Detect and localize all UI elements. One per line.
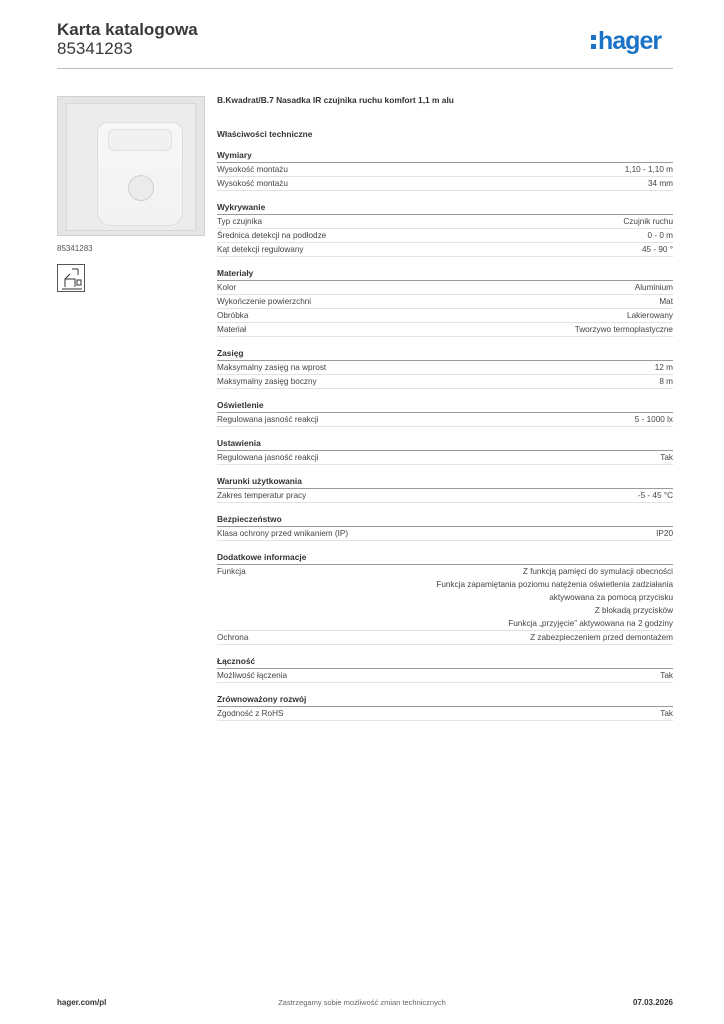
spec-row — [217, 631, 673, 645]
product-name: B.Kwadrat/B.7 Nasadka IR czujnika ruchu komfort 1,1 m alu — [217, 95, 454, 105]
spec-section — [217, 656, 673, 683]
spec-value: Z zabezpieczeniem przed demontażem — [530, 633, 673, 642]
sensor-button — [128, 175, 154, 201]
spec-label: Ochrona — [217, 633, 249, 642]
sensor-lens — [108, 129, 172, 151]
spec-value: 12 m — [654, 363, 673, 372]
spec-label: Zakres temperatur pracy — [217, 491, 307, 500]
spec-value: 8 m — [659, 377, 673, 386]
spec-row — [217, 451, 673, 465]
section-title: Łączność — [217, 656, 673, 669]
product-image — [57, 96, 205, 236]
spec-value-line: Funkcja zapamiętania poziomu natężenia oświetlenia zadziałania — [436, 580, 673, 589]
spec-row — [217, 527, 673, 541]
spec-label: Maksymalny zasięg boczny — [217, 377, 317, 386]
image-caption-code: 85341283 — [57, 244, 93, 253]
spec-section — [217, 438, 673, 465]
section-title: Wykrywanie — [217, 202, 673, 215]
spec-value-line: Z blokadą przycisków — [594, 606, 673, 615]
spec-value: 34 mm — [647, 179, 673, 188]
spec-value: Tak — [660, 709, 673, 718]
spec-value: Tak — [660, 671, 673, 680]
spec-value-line: Funkcja „przyjęcie” aktywowana na 2 godziny — [508, 619, 673, 628]
spec-label: Wykończenie powierzchni — [217, 297, 312, 306]
spec-panel — [217, 95, 673, 721]
product-frame — [66, 103, 196, 231]
mounting-symbol-icon — [57, 264, 85, 292]
section-title: Ustawienia — [217, 438, 673, 451]
header-divider — [57, 68, 673, 69]
section-title: Zrównoważony rozwój — [217, 694, 673, 707]
spec-value: Lakierowany — [627, 311, 673, 320]
spec-value: -5 - 45 °C — [637, 491, 673, 500]
spec-label: Regulowana jasność reakcji — [217, 453, 319, 462]
spec-label: Możliwość łączenia — [217, 671, 288, 680]
spec-value-line: Z funkcją pamięci do symulacji obecności — [522, 567, 673, 576]
sensor-body — [97, 122, 183, 226]
spec-row — [217, 309, 673, 323]
spec-value-line: aktywowana za pomocą przycisku — [549, 593, 673, 602]
spec-value: Tworzywo termoplastyczne — [574, 325, 673, 334]
section-title: Materiały — [217, 268, 673, 281]
spec-label: Obróbka — [217, 311, 249, 320]
spec-row — [217, 163, 673, 177]
footer-disclaimer: Zastrzegamy sobie możliwość zmian technicznych — [278, 998, 446, 1007]
spec-label: Kolor — [217, 283, 237, 292]
spec-value: 45 - 90 ° — [641, 245, 673, 254]
section-title: Oświetlenie — [217, 400, 673, 413]
spec-label: Funkcja — [217, 567, 246, 576]
spec-row — [217, 375, 673, 389]
spec-row — [217, 707, 673, 721]
catalog-number: 85341283 — [57, 39, 133, 58]
spec-label: Materiał — [217, 325, 247, 334]
spec-row — [217, 177, 673, 191]
spec-label: Wysokość montażu — [217, 165, 288, 174]
spec-row — [217, 295, 673, 309]
section-title: Zasięg — [217, 348, 673, 361]
spec-row — [217, 361, 673, 375]
section-title: Bezpieczeństwo — [217, 514, 673, 527]
spec-row — [217, 413, 673, 427]
spec-label: Klasa ochrony przed wnikaniem (IP) — [217, 529, 349, 538]
spec-label: Typ czujnika — [217, 217, 263, 226]
spec-value: Aluminium — [634, 283, 673, 292]
logo-text: hager — [598, 27, 662, 55]
spec-row — [217, 489, 673, 503]
spec-label: Wysokość montażu — [217, 179, 288, 188]
spec-section — [217, 476, 673, 503]
spec-section — [217, 552, 673, 645]
spec-value: IP20 — [656, 529, 673, 538]
spec-section — [217, 268, 673, 337]
spec-value: 5 - 1000 lx — [634, 415, 673, 424]
spec-row — [217, 243, 673, 257]
spec-label: Zgodność z RoHS — [217, 709, 284, 718]
logo-dots-icon — [591, 35, 596, 49]
spec-row — [217, 229, 673, 243]
spec-row — [217, 669, 673, 683]
spec-value: Mat — [659, 297, 673, 306]
spec-value: 0 - 0 m — [647, 231, 673, 240]
properties-heading: Właściwości techniczne — [217, 129, 313, 139]
hager-logo[interactable] — [591, 28, 661, 58]
spec-value — [436, 565, 673, 630]
footer-website-link[interactable]: hager.com/pl — [57, 998, 107, 1007]
spec-section — [217, 202, 673, 257]
spec-section — [217, 150, 673, 191]
spec-section — [217, 348, 673, 389]
spec-label: Średnica detekcji na podłodze — [217, 231, 327, 240]
section-title: Wymiary — [217, 150, 673, 163]
spec-value: 1,10 - 1,10 m — [624, 165, 673, 174]
spec-value: Tak — [660, 453, 673, 462]
spec-section — [217, 514, 673, 541]
spec-row — [217, 565, 673, 631]
page-title: Karta katalogowa — [57, 20, 198, 39]
spec-value: Czujnik ruchu — [623, 217, 673, 226]
spec-section — [217, 694, 673, 721]
spec-row — [217, 323, 673, 337]
section-title: Dodatkowe informacje — [217, 552, 673, 565]
footer-date: 07.03.2026 — [632, 998, 673, 1007]
spec-label: Kąt detekcji regulowany — [217, 245, 304, 254]
spec-sections — [217, 150, 673, 721]
spec-label: Maksymalny zasięg na wprost — [217, 363, 327, 372]
spec-section — [217, 400, 673, 427]
spec-row — [217, 281, 673, 295]
section-title: Warunki użytkowania — [217, 476, 673, 489]
spec-label: Regulowana jasność reakcji — [217, 415, 319, 424]
spec-row — [217, 215, 673, 229]
